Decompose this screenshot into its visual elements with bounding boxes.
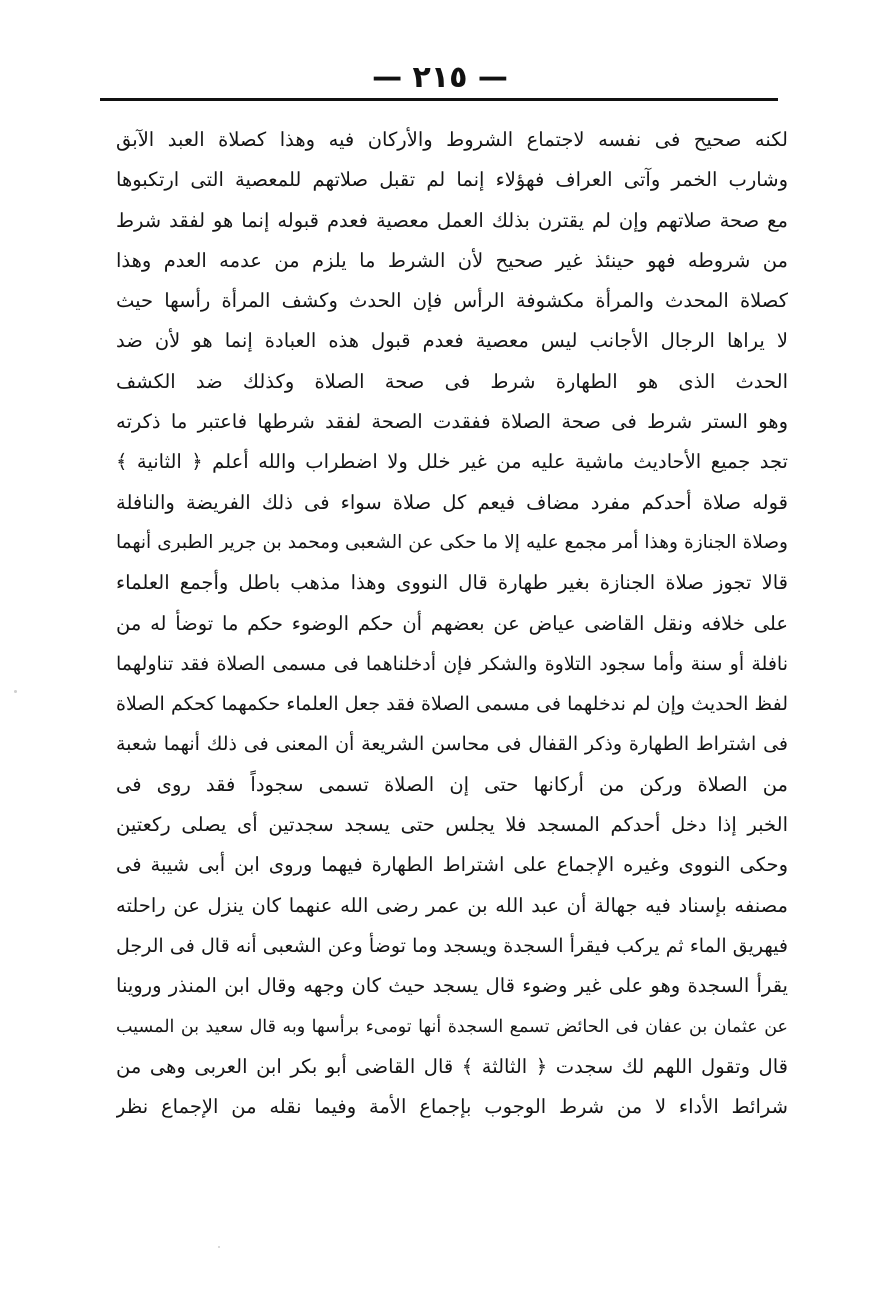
text-line: الخبر إذا دخل أحدكم المسجد فلا يجلس حتى يسجد سجدتين أى يصلى ركعتين [116,813,788,837]
text-line: على خلافه ونقل القاضى عياض عن بعضهم أن حكم الوضوء حكم ما توضأ له من [116,611,788,635]
text-line: فيهريق الماء ثم يركب فيقرأ السجدة ويسجد وما توضأ وعن الشعبى أنه قال فى الرجل [116,934,788,957]
text-line: نافلة أو سنة وأما سجود التلاوة والشكر فإن أدخلناهما فى مسمى الصلاة فقد تناولهما [116,652,788,675]
text-line: مصنفه بإسناد فيه جهالة أن عبد الله بن عمر رضى الله عنهما كان ينزل عن راحلته [116,893,788,917]
text-line: شرائط الأداء لا من شرط الوجوب بإجماع الأمة وفيما نقله من الإجماع نظر [116,1095,788,1119]
text-line: كصلاة المحدث والمرأة مكشوفة الرأس فإن الحدث وكشف المرأة رأسها حيث [116,289,788,313]
text-line: قوله صلاة أحدكم مفرد مضاف فيعم كل صلاة سواء فى ذلك الفريضة والنافلة [116,490,788,514]
text-line: عن عثمان بن عفان فى الحائض تسمع السجدة أنها تومىء برأسها وبه قال سعيد بن المسيب [116,1016,788,1037]
text-line: لفظ الحديث وإن لم ندخلهما فى مسمى الصلاة فقد جعل العلماء حكمهما كحكم الصلاة [116,693,788,716]
text-line: وشارب الخمر وآتى العراف فهؤلاء إنما لم تقبل صلاتهم للمعصية التى ارتكبوها [116,168,788,192]
page-header [100,58,780,98]
text-line: فى اشتراط الطهارة وذكر القفال فى محاسن الشريعة أن المعنى فى ذلك أنهما شعبة [116,733,788,756]
header-rule [100,98,778,101]
body-text [116,120,788,1127]
page-number: — ٢١٥ — [372,60,508,95]
scan-speck [14,690,17,693]
text-line: وصلاة الجنازة وهذا أمر مجمع عليه إلا ما حكى عن الشعبى ومحمد بن جرير الطبرى أنهما [116,531,788,553]
text-line: وهو الستر شرط فى صحة الصلاة ففقدت الصحة لفقد شرطها فاعتبر ما ذكرته [116,410,788,434]
text-line: من الصلاة وركن من أركانها حتى إن الصلاة تسمى سجوداً فقد روى فى [116,772,788,796]
text-line: قال وتقول اللهم لك سجدت ﴿ الثالثة ﴾ قال القاضى أبو بكر ابن العربى وهى من [116,1054,788,1078]
text-line: قالا تجوز صلاة الجنازة بغير طهارة قال النووى وهذا مذهب باطل وأجمع العلماء [116,571,788,595]
text-line: مع صحة صلاتهم وإن لم يقترن بذلك العمل معصية فعدم قبوله إنما هو لفقد شرط [116,208,788,232]
text-line: لا يراها الرجال الأجانب ليس معصية فعدم قبول هذه العبادة إنما هو لأن ضد [116,329,788,353]
text-line: لكنه صحيح فى نفسه لاجتماع الشروط والأركان فيه وهذا كصلاة العبد الآبق [116,128,788,151]
text-line: يقرأ السجدة وهو على غير وضوء قال يسجد حيث كان وجهه وقال ابن المنذر وروينا [116,974,788,998]
text-line: الحدث الذى هو الطهارة شرط فى صحة الصلاة وكذلك ضد الكشف [116,369,788,393]
scan-speck [218,1246,220,1248]
text-line: تجد جميع الأحاديث ماشية عليه من غير خلل ولا اضطراب والله أعلم ﴿ الثانية ﴾ [116,450,788,474]
text-line: من شروطه فهو حينئذ غير صحيح لأن الشرط ما يلزم من عدمه العدم وهذا [116,248,788,272]
text-line: وحكى النووى وغيره الإجماع على اشتراط الطهارة فيهما وروى ابن أبى شيبة فى [116,853,788,877]
